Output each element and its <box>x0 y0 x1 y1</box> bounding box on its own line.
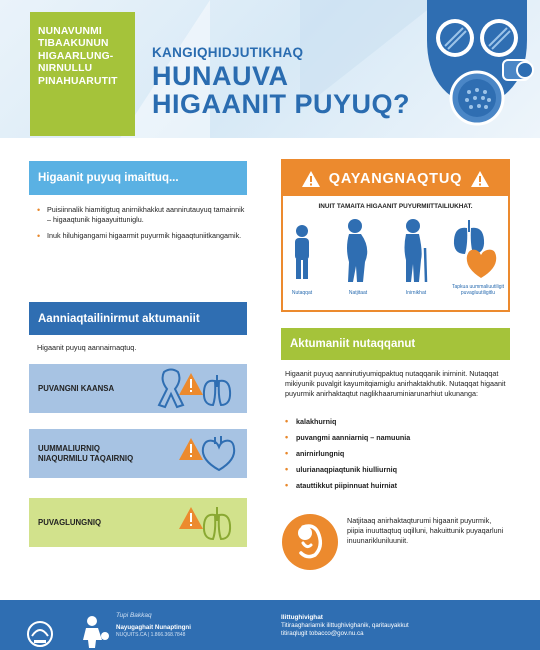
risk-group-label: Nutaqqat <box>291 290 313 296</box>
badge-line: NIRNULLU <box>38 63 93 75</box>
program-badge <box>30 12 135 136</box>
risk-group-label: Inirnikhat <box>405 290 427 296</box>
at-risk-groups <box>283 218 508 298</box>
warning-title: QAYANGNAQTUQ <box>328 170 463 187</box>
title-line: HIGAANIT PUYUQ? <box>152 89 411 119</box>
footer-info-line: Titiraaghariamik ilittughivighanik, qaritauyakkut <box>281 622 409 629</box>
header-kicker: KANGIQHIDJUTIKHAQ <box>152 45 304 60</box>
campaign-name: Nayugaghait Nunaptingni <box>116 624 191 631</box>
campaign-logo-icon <box>80 614 112 648</box>
list-item: • anirnirlungniq <box>285 449 507 458</box>
footer <box>0 600 540 650</box>
child-icon <box>291 224 313 280</box>
warning-icon <box>301 170 321 188</box>
warning-header <box>283 161 508 196</box>
risk-group-label: Tapkua uummaliuutiligit puvagluutiligitlu <box>452 284 504 296</box>
list-item: • Inuk hiluhigangami higaarmit puyurmik higaaqtuniitkangamik. <box>37 231 247 241</box>
heart-lungs-icon <box>451 218 499 280</box>
list-item: • puvangmi aanniarniq – namuunia <box>285 433 507 442</box>
risk-group-label: Natjitaat <box>348 290 368 296</box>
badge-line: NUNAVUNMI <box>38 26 102 37</box>
warning-subtitle: INUIT TAMAITA HIGAANIT PUYURMIITTAILIUKHAT. <box>318 203 473 210</box>
list-item: • kalakhurniq <box>285 417 507 426</box>
gas-mask-icon <box>415 0 540 138</box>
children-effects-list <box>285 417 507 497</box>
heart-icon <box>149 432 241 475</box>
title-line: HUNAUVA <box>152 61 289 91</box>
children-effects-text: Higaanit puyuq aannirutiyumiqpaktuq nutaqqanik inirninit. Nutaqqat mikiyunik puvalgit kayumitqiamiglu anirhaktakhutik. Nutaqqat higaanit puyurmik anirhaktaqtut naglikhaaruminiarunarhiut ukunanga: <box>285 369 506 398</box>
warning-icon <box>470 170 490 188</box>
badge-line: PINAHUARUTIT <box>38 75 118 87</box>
list-item: • Puisiinnalik hiamitigtuq anirnikhakkut aannirutauyuq tamainnik – higaaqtunik higaayuittuniglu. <box>37 205 247 225</box>
secondhand-smoke-list <box>37 205 247 247</box>
condition-label: PUVAGLUNGNIQ <box>38 517 102 527</box>
elder-icon <box>399 218 429 284</box>
page-title <box>152 62 410 118</box>
condition-heart-stroke <box>29 429 247 478</box>
badge-line: HIGAARLUNG- <box>38 50 114 62</box>
badge-line: TIBAAKUNUN <box>38 38 109 50</box>
condition-label: PUVANGNI KAANSA <box>38 383 115 393</box>
condition-lung-cancer <box>29 364 247 413</box>
section-heading-secondhand-smoke: Higaanit puyuq imaittuq... <box>29 161 247 195</box>
lungs-icon <box>149 501 241 544</box>
section-heading-children: Aktumaniit nutaqqanut <box>281 328 510 360</box>
condition-label: UUMMALIURNIQ NIAQURMILU TAQAIRNIQ <box>38 443 134 463</box>
footer-info <box>281 614 409 638</box>
list-item: • atauttikkut piipinnuat huirniat <box>285 481 507 490</box>
campaign-script: Tupi Bakkaq <box>116 612 152 619</box>
header-banner <box>0 0 540 138</box>
pregnancy-text: Natjitaaq anirhaktaqturumi higaanit puyurmik, piipia inuuttaqtuq uqilluni, hakuittunik puyaqarluni inuunarikluniluuniit. <box>347 516 504 545</box>
section-heading-health-effects: Aanniaqtailinirmut aktumaniit <box>29 302 247 335</box>
health-effects-intro: Higaanit puyuq aannairnaqtuq. <box>37 343 137 352</box>
condition-lung-disease <box>29 498 247 547</box>
fetus-icon <box>281 513 339 571</box>
list-item: • ulurianaqpiaqtunik hiulliurniq <box>285 465 507 474</box>
government-logo-icon <box>22 618 58 648</box>
footer-info-title: Ilittughivighat <box>281 614 323 621</box>
warning-panel <box>281 159 510 312</box>
footer-info-line: titiraqlugit tobacco@gov.nu.ca <box>281 630 364 637</box>
ribbon-lungs-icon <box>149 367 241 410</box>
pregnant-woman-icon <box>343 218 371 284</box>
campaign-contact: NUQUITS.CA | 1.866.368.7848 <box>116 632 186 638</box>
